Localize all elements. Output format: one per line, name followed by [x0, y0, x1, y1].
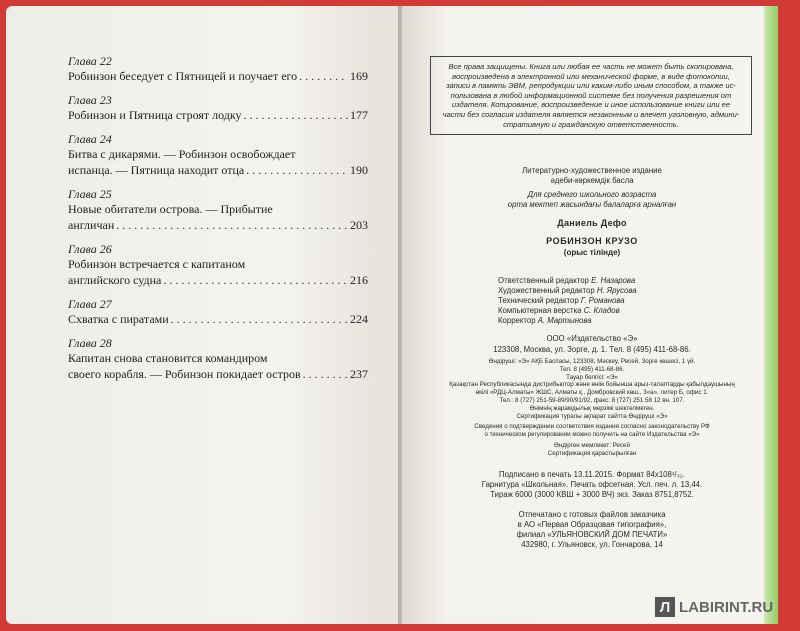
credit-role: Технический редактор [498, 296, 579, 305]
credit-role: Компьютерная верстка [498, 306, 582, 315]
toc-page-number: 216 [350, 273, 368, 287]
toc-leader-dots [303, 366, 348, 382]
credit-row [498, 276, 637, 286]
printer-info [422, 510, 762, 550]
toc-leader-dots [299, 68, 348, 84]
publisher-name: ООО «Издательство «Э» [546, 334, 638, 343]
toc-line-text: Схватка с пиратами [68, 312, 169, 326]
toc-chapter-label: Глава 23 [68, 93, 112, 107]
toc-leader-dots [246, 162, 348, 178]
edition-audience [422, 190, 762, 210]
publisher-line: Тел. 8 (495) 411-68-86. [559, 365, 625, 373]
edition-type-ru: Литературно-художественное издание [522, 166, 662, 175]
page-edge [764, 6, 778, 624]
toc-line [68, 68, 368, 84]
copyright-line: пользована в любой информационной системе без получения разрешения от [450, 90, 732, 100]
credit-role: Корректор [498, 316, 536, 325]
editorial-credits [498, 276, 637, 326]
table-of-contents [68, 54, 368, 391]
copyright-line: записи в память ЭВМ, репродукции или каким-либо иным способом, а также ис- [446, 81, 736, 91]
toc-line [68, 146, 368, 162]
publisher-address: 123308, Москва, ул. Зорге, д. 1. Тел. 8 (495) 411-68-86. [493, 345, 691, 354]
toc-line [68, 256, 368, 272]
toc-line [68, 162, 368, 178]
copyright-line: Все права защищены. Книга или любая ее часть не может быть скопирована, [448, 62, 734, 71]
toc-leader-dots [244, 107, 348, 123]
toc-line-text: Робинзон беседует с Пятницей и поучает его [68, 69, 298, 83]
print-line: Подписано в печать 13.11.2015. Формат 84x108¹/₃₂. [499, 470, 685, 479]
copyright-line: стративную и гражданскую ответственность. [503, 119, 679, 129]
print-line: Тираж 6000 (3000 КВШ + 3000 ВЧ) экз. Заказ 8751,8752. [490, 490, 694, 499]
printer-line: Отпечатано с готовых файлов заказчика [518, 510, 666, 519]
toc-line-text: Робинзон встречается с капитаном [68, 257, 246, 271]
toc-entry [68, 54, 368, 84]
printer-line: в АО «Первая Образцовая типография», [517, 520, 667, 529]
toc-page-number: 190 [350, 163, 368, 177]
print-line: Гарнитура «Школьная». Печать офсетная. Усл. печ. л. 13,44. [481, 480, 703, 489]
toc-leader-dots [116, 217, 348, 233]
left-page [6, 6, 398, 624]
toc-entry [68, 187, 368, 233]
credit-name: Е. Назарова [591, 276, 636, 285]
publisher-line: өкілі «РДЦ-Алматы» ЖШС, Алматы қ., Домбровский көш., 3«а», литер Б, офис 1. [475, 389, 709, 397]
toc-line [68, 366, 368, 382]
printer-line: филиал «УЛЬЯНОВСКИЙ ДОМ ПЕЧАТИ» [516, 530, 668, 539]
credit-role: Ответственный редактор [498, 276, 589, 285]
credit-row [498, 296, 637, 306]
toc-chapter-label: Глава 27 [68, 297, 112, 311]
toc-line-text: Робинзон и Пятница строят лодку [68, 108, 242, 122]
credit-name: Н. Ярусова [596, 286, 637, 295]
copyright-line: воспроизведена в электронной или механической форме, в виде фотокопии, [452, 71, 730, 81]
credit-row [498, 306, 637, 316]
labirint-watermark [655, 596, 773, 618]
publisher-line: Өнімнің жарамдылық мерзімі шектелмеген. [529, 404, 655, 412]
toc-line-text: Капитан снова становится командиром [68, 351, 268, 365]
publisher-line: Сведения о подтверждении соответствия издания согласно законодательству РФ [474, 423, 710, 431]
book-subtitle: (орыс тілінде) [563, 248, 621, 257]
toc-line [68, 217, 368, 233]
publisher-line: Тел.: 8 (727) 251-59-89/90/91/92, факс: 8 (727) 251 58 12 вн. 107. [499, 396, 685, 404]
toc-chapter-label: Глава 28 [68, 336, 112, 350]
toc-line-text: английского судна [68, 273, 162, 287]
toc-line-text: своего корабля. — Робинзон покидает остров [68, 367, 301, 381]
toc-chapter-label: Глава 22 [68, 54, 112, 68]
publisher-line: Қазақстан Республикасында дистрибьютор және өнім бойынша арыз-талаптарды қабылдаушының [449, 381, 735, 389]
publisher-line: Сертификация туралы ақпарат сайтта Өндіруші «Э» [516, 412, 668, 420]
toc-line-text: Битва с дикарями. — Робинзон освобождает [68, 147, 296, 161]
toc-page-number: 237 [350, 367, 368, 381]
publisher-line: Өндірген мемлекет: Ресей [554, 441, 630, 449]
toc-entry [68, 93, 368, 123]
toc-line [68, 107, 368, 123]
toc-line [68, 350, 368, 366]
toc-chapter-label: Глава 24 [68, 132, 112, 146]
toc-line-text: испанца. — Пятница находит отца [68, 163, 245, 177]
toc-page-number: 224 [350, 312, 368, 326]
copyright-line: части без согласия издателя является незаконным и влечет уголовную, админи- [442, 109, 740, 119]
toc-line-text: англичан [68, 218, 115, 232]
edition-type-kz: әдеби-көркемдік басла [550, 176, 634, 185]
publisher-line: о техническом регулировании можно получить на сайте Издательства «Э» [484, 431, 700, 439]
publisher-line: Сертификация қарастырылған [547, 449, 637, 457]
toc-leader-dots [163, 272, 348, 288]
audience-ru: Для среднего школьного возраста [527, 190, 657, 199]
toc-entry [68, 336, 368, 382]
printer-line: 432980, г. Ульяновск, ул. Гончарова, 14 [521, 540, 663, 549]
toc-page-number: 169 [350, 69, 368, 83]
print-info [422, 470, 762, 500]
right-page [402, 6, 778, 624]
toc-entry [68, 132, 368, 178]
publisher-details [422, 358, 762, 458]
publisher-line: Тауар белгісі: «Э» [566, 373, 618, 381]
toc-page-number: 177 [350, 108, 368, 122]
toc-line [68, 201, 368, 217]
book-author: Даниель Дефо [557, 218, 627, 228]
toc-page-number: 203 [350, 218, 368, 232]
toc-leader-dots [171, 311, 348, 327]
credit-row [498, 316, 637, 326]
publisher-line: Өндіруші: «Э» АҚБ Баспасы, 123308, Мәскеу, Ресей, Зорге көшесі, 1 үй. [488, 358, 696, 365]
toc-chapter-label: Глава 26 [68, 242, 112, 256]
toc-line-text: Новые обитатели острова. — Прибытие [68, 202, 273, 216]
credit-role: Художественный редактор [498, 286, 595, 295]
toc-chapter-label: Глава 25 [68, 187, 112, 201]
toc-entry [68, 242, 368, 288]
toc-entry [68, 297, 368, 327]
copyright-notice [430, 56, 752, 135]
book-spread [6, 6, 792, 624]
audience-kz: орта мектеп жасындағы балаларға арналған [507, 200, 677, 209]
copyright-line: издателя. Копирование, воспроизведение и иное использование книги или ее [451, 100, 731, 110]
credit-row [498, 286, 637, 296]
watermark-text: LABIRINT.RU [679, 598, 774, 616]
edition-type [422, 166, 762, 186]
toc-line [68, 311, 368, 327]
credit-name: А. Мартынова [537, 316, 592, 325]
credit-name: Г. Романова [580, 296, 625, 305]
labirint-logo-icon: Л [655, 597, 675, 617]
credit-name: С. Кладов [583, 306, 620, 315]
book-title: РОБИНЗОН КРУЗО [546, 236, 638, 246]
toc-line [68, 272, 368, 288]
